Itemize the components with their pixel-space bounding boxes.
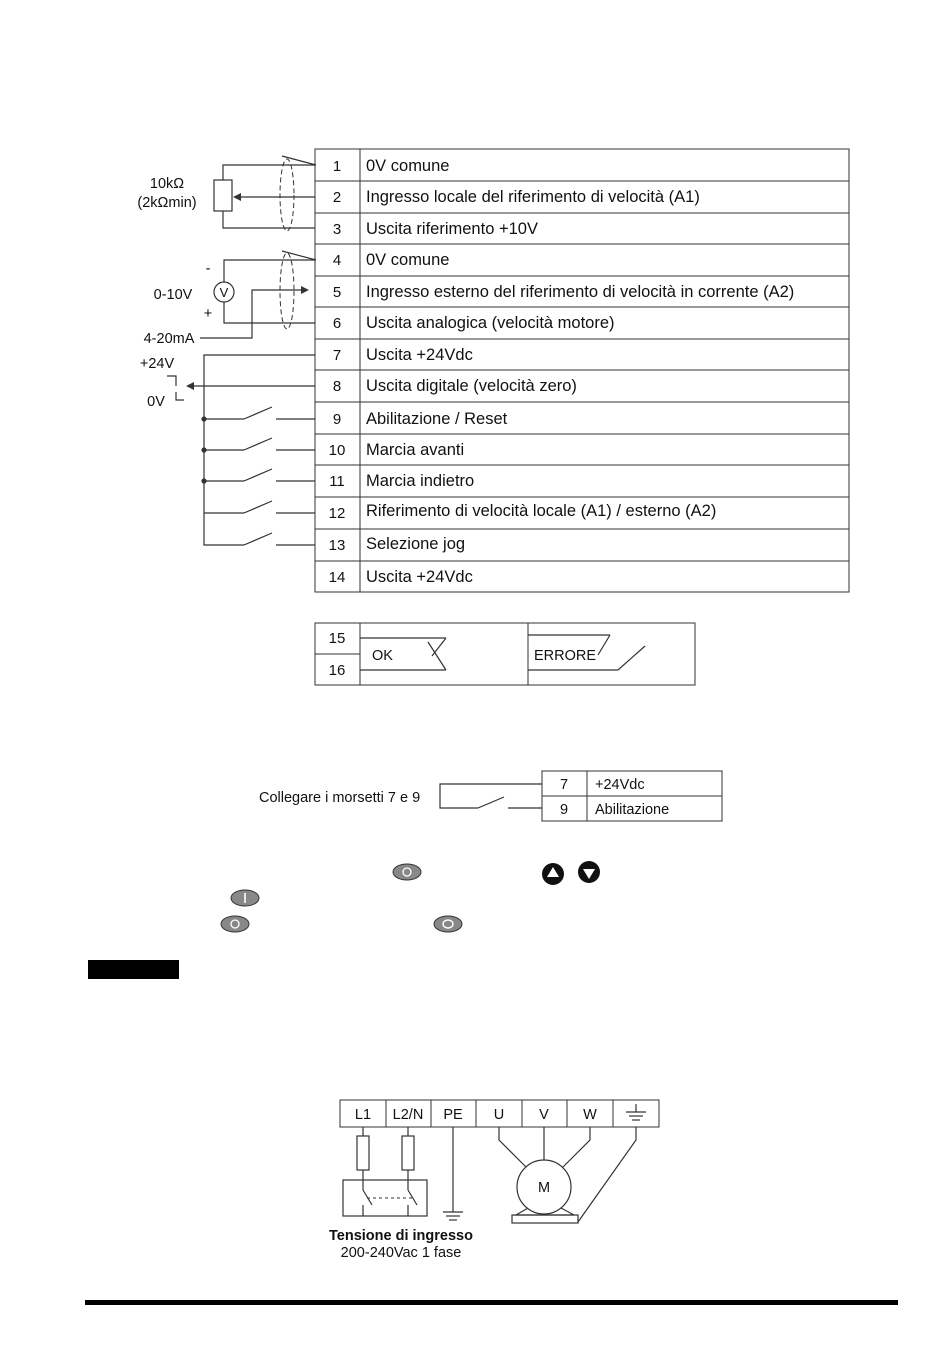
terminal-7-label: Uscita +24Vdc (366, 346, 473, 364)
fuse-l2-icon (402, 1136, 414, 1170)
shield-ellipse-2 (280, 253, 294, 329)
terminal-12-label: Riferimento di velocità locale (A1) / esterno (A2) (366, 502, 717, 520)
enable-row-9-num: 9 (559, 802, 569, 818)
pot-value-label: 10kΩ (149, 176, 185, 192)
start-button-icon (231, 890, 259, 906)
earth-ground-icon (626, 1104, 646, 1120)
minus-label: - (205, 261, 211, 277)
black-label-box (88, 960, 179, 979)
terminal-2-num: 2 (332, 189, 342, 206)
terminal-12-num: 12 (328, 505, 346, 522)
switch-13 (244, 533, 315, 545)
power-terminal-w: W (583, 1107, 597, 1123)
motor-label: M (537, 1180, 551, 1196)
relay-num-16: 16 (328, 662, 346, 679)
relay-ok-label: OK (372, 648, 393, 664)
terminal-13-num: 13 (328, 537, 346, 554)
terminal-3-label: Uscita riferimento +10V (366, 220, 538, 238)
relay-table (315, 623, 695, 685)
voltmeter-letter: V (219, 285, 229, 300)
analog-input-circuit (144, 251, 316, 347)
voltage-range-label: 0-10V (153, 287, 193, 303)
fuse-l1-icon (357, 1136, 369, 1170)
terminal-2-label: Ingresso locale del riferimento di velocità (A1) (366, 188, 700, 206)
current-input-arrow-icon (301, 286, 309, 294)
current-range-label: 4-20mA (143, 331, 195, 347)
switch-10 (244, 438, 315, 450)
control-terminal-table (315, 149, 849, 592)
pe-ground-icon (443, 1212, 463, 1220)
potentiometer-circuit (137, 156, 316, 231)
supply-spec: 200-240Vac 1 fase (340, 1245, 462, 1261)
relay-error-label: ERRORE (534, 648, 597, 664)
switch-9 (244, 407, 315, 419)
potentiometer-symbol (214, 180, 232, 211)
terminal-5-num: 5 (332, 284, 342, 301)
up-arrow-icon (542, 863, 564, 885)
plus24-label: +24V (139, 356, 175, 372)
terminal-1-num: 1 (332, 158, 342, 175)
enable-row-7-num: 7 (559, 777, 569, 793)
terminal-3-num: 3 (332, 221, 342, 238)
terminal-13-label: Selezione jog (366, 535, 466, 553)
power-terminal-u: U (493, 1107, 505, 1123)
terminal-14-label: Uscita +24Vdc (366, 568, 473, 586)
enable-row-9-label: Abilitazione (595, 802, 670, 818)
terminal-6-num: 6 (332, 315, 342, 332)
digital-output-arrow-icon (186, 382, 194, 390)
terminal-7-num: 7 (332, 347, 342, 364)
terminal-1-label: 0V comune (366, 157, 450, 175)
terminal-4-label: 0V comune (366, 251, 450, 269)
zero-v-label: 0V (147, 394, 165, 410)
terminal-6-label: Uscita analogica (velocità motore) (366, 314, 615, 332)
power-terminal-l2n: L2/N (392, 1107, 424, 1123)
terminal-11-num: 11 (329, 473, 345, 490)
terminal-4-num: 4 (332, 252, 342, 269)
terminal-9-num: 9 (332, 411, 342, 428)
terminal-5-label: Ingresso esterno del riferimento di velocità in corrente (A2) (366, 283, 795, 301)
mode-button-icon-2 (221, 916, 249, 932)
pot-min-label: (2kΩmin) (137, 195, 197, 211)
down-arrow-icon (578, 861, 600, 883)
wiper-arrow-icon (233, 193, 241, 201)
terminal-8-label: Uscita digitale (velocità zero) (366, 377, 577, 395)
supply-title: Tensione di ingresso (329, 1228, 473, 1244)
digital-io-circuit (140, 355, 315, 545)
stop-button-icon (434, 916, 462, 932)
switch-11 (244, 469, 315, 481)
terminal-10-num: 10 (328, 442, 346, 459)
power-connection-diagram (329, 1100, 659, 1261)
terminal-10-label: Marcia avanti (366, 441, 465, 459)
enable-caption: Collegare i morsetti 7 e 9 (259, 790, 421, 806)
plus-label: + (203, 306, 213, 322)
enable-connection-diagram (259, 771, 722, 821)
terminal-8-num: 8 (332, 378, 342, 395)
terminal-9-label: Abilitazione / Reset (366, 410, 508, 428)
power-terminal-pe: PE (443, 1107, 463, 1123)
switch-12 (244, 501, 315, 513)
terminal-14-num: 14 (328, 569, 346, 586)
enable-row-7-label: +24Vdc (595, 777, 645, 793)
shield-ellipse-1 (280, 159, 294, 231)
relay-num-15: 15 (328, 630, 346, 647)
terminal-11-label: Marcia indietro (366, 472, 475, 490)
power-terminal-l1: L1 (354, 1107, 372, 1123)
power-terminal-v: V (539, 1107, 549, 1123)
bottom-rule (85, 1300, 898, 1305)
mode-button-icon (393, 864, 421, 880)
keypad-icons (221, 861, 600, 932)
